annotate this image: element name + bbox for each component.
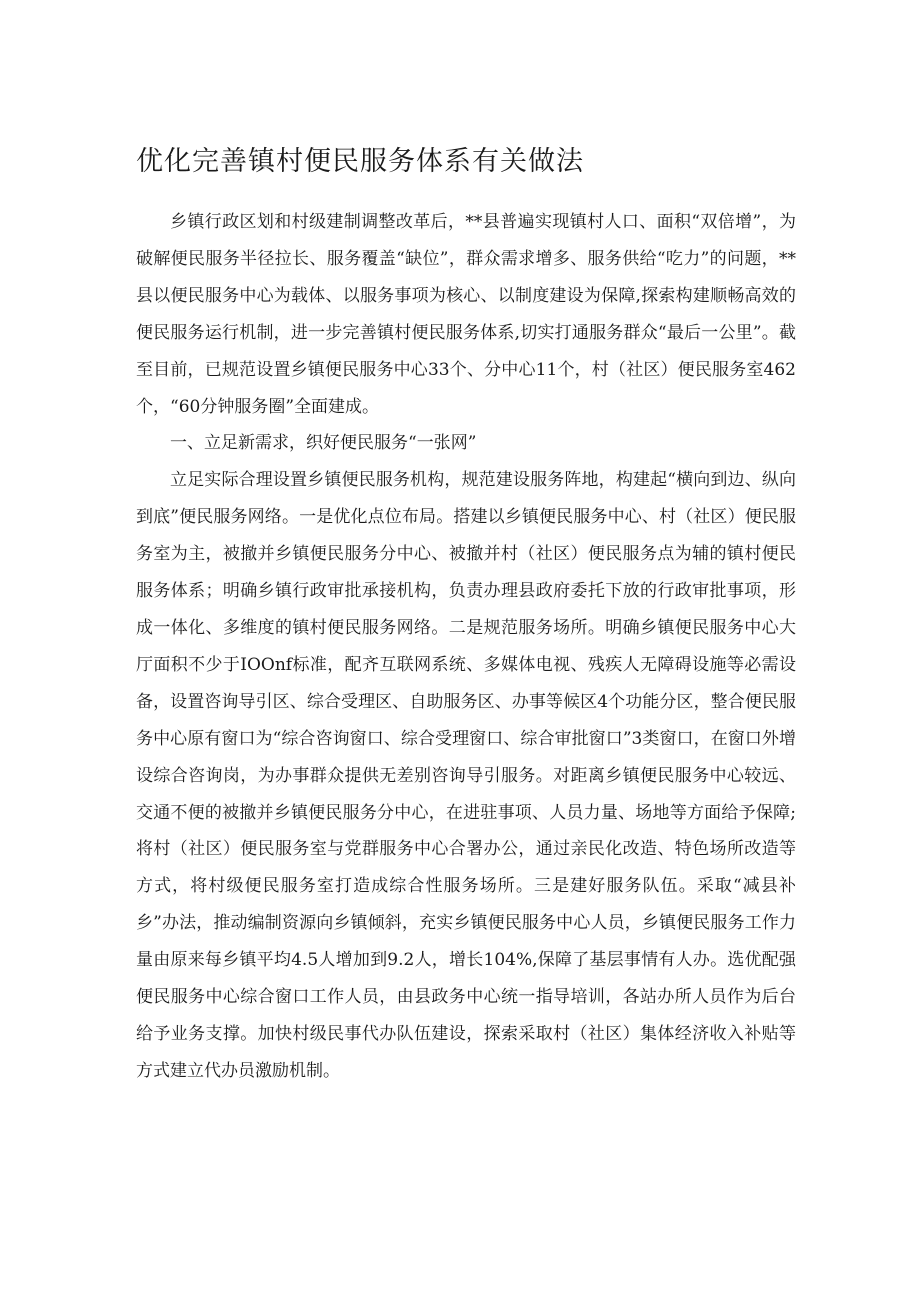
document-title: 优化完善镇村便民服务体系有关做法 <box>136 146 584 177</box>
section-1-paragraph: 立足实际合理设置乡镇便民服务机构，规范建设服务阵地，构建起“横向到边、纵向到底”便民服务网络。一是优化点位布局。搭建以乡镇便民服务中心、村（社区）便民服务室为主，被撤并乡镇便民服务分中心、被撤并村（社区）便民服务点为辅的镇村便民服务体系；明确乡镇行政审批承接机构，负责办理县政府委托下放的行政审批事项，形成一体化、多维度的镇村便民服务网络。二是规范服务场所。明确乡镇便民服务中心大厅面积不少于IOOnf标准，配齐互联网系统、多媒体电视、残疾人无障碍设施等必需设备，设置咨询导引区、综合受理区、自助服务区、办事等候区4个功能分区，整合便民服务中心原有窗口为“综合咨询窗口、综合受理窗口、综合审批窗口”3类窗口，在窗口外增设综合咨询岗，为办事群众提供无差别咨询导引服务。对距离乡镇便民服务中心较远、交通不便的被撤并乡镇便民服务分中心，在进驻事项、人员力量、场地等方面给予保障;将村（社区）便民服务室与党群服务中心合署办公，通过亲民化改造、特色场所改造等方式，将村级便民服务室打造成综合性服务场所。三是建好服务队伍。采取“减县补乡”办法，推动编制资源向乡镇倾斜，充实乡镇便民服务中心人员，乡镇便民服务工作力量由原来每乡镇平均4.5人增加到9.2人，增长104%,保障了基层事情有人办。选优配强便民服务中心综合窗口工作人员，由县政务中心统一指导培训，各站办所人员作为后台给予业务支撑。加快村级民事代办队伍建设，探索采取村（社区）集体经济收入补贴等方式建立代办员激励机制。 <box>136 470 796 1081</box>
document-body <box>136 204 796 1090</box>
intro-paragraph: 乡镇行政区划和村级建制调整改革后，**县普遍实现镇村人口、面积“双倍增”，为破解便民服务半径拉长、服务覆盖“缺位”，群众需求增多、服务供给“吃力”的问题，**县以便民服务中心为载体、以服务事项为核心、以制度建设为保障,探索构建顺畅高效的便民服务运行机制，进一步完善镇村便民服务体系,切实打通服务群众“最后一公里”。截至目前，已规范设置乡镇便民服务中心33个、分中心11个，村（社区）便民服务室462个，“60分钟服务圈”全面建成。 <box>136 212 796 417</box>
section-heading-1: 一、立足新需求，织好便民服务“一张网” <box>170 433 477 454</box>
